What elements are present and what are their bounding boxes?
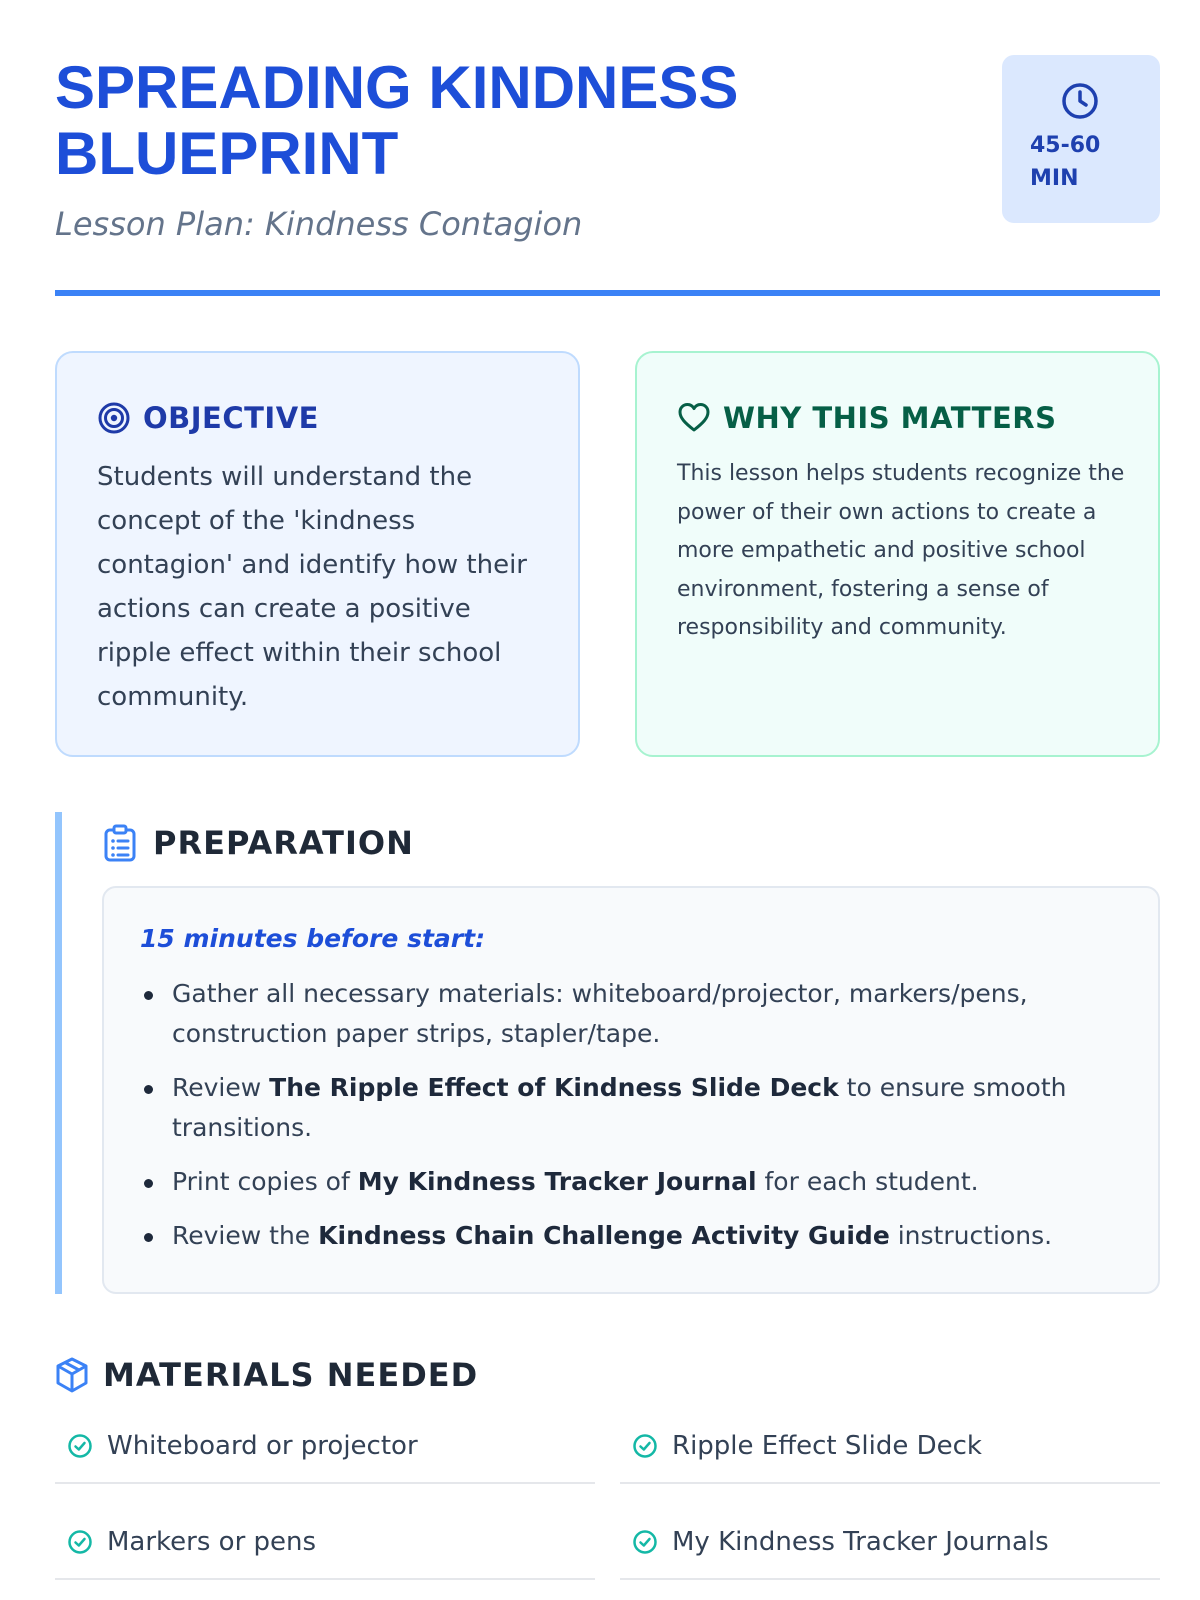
header-divider <box>55 290 1160 296</box>
target-icon <box>97 401 131 435</box>
objective-card <box>55 351 580 757</box>
prep-item-4-pre: Review the <box>172 1221 319 1250</box>
header <box>55 55 1160 295</box>
prep-item-2-post: to ensure smooth transitions. <box>172 1073 1067 1142</box>
why-this-matters-card <box>635 351 1160 757</box>
preparation-box <box>102 886 1160 1294</box>
check-circle-icon <box>632 1433 658 1459</box>
list-item <box>620 1506 1160 1580</box>
title-line-1: SPREADING KINDNESS <box>55 54 739 121</box>
prep-item-3-pre: Print copies of <box>172 1167 358 1196</box>
prep-item-1-text: Gather all necessary materials: whiteboard/projector, markers/pens, construction paper strips, stapler/tape. <box>172 979 1028 1048</box>
preparation-section <box>55 812 1160 1294</box>
material-label: Markers or pens <box>107 1527 317 1557</box>
list-item <box>140 1068 1100 1148</box>
material-label: My Kindness Tracker Journals <box>672 1527 1049 1557</box>
heart-icon <box>677 401 711 435</box>
preparation-timing: 15 minutes before start: <box>140 924 486 953</box>
material-label: Whiteboard or projector <box>107 1431 418 1461</box>
prep-item-2-bold: The Ripple Effect of Kindness Slide Deck <box>269 1073 839 1102</box>
why-text: This lesson helps students recognize the power of their own actions to create a more empathetic and positive school environment, fostering a sense of responsibility and community. <box>677 461 1125 640</box>
check-circle-icon <box>67 1529 93 1555</box>
page-subtitle: Lesson Plan: Kindness Contagion <box>55 205 583 243</box>
material-label: Ripple Effect Slide Deck <box>672 1431 982 1461</box>
objective-text: Students will understand the concept of the 'kindness contagion' and identify how their actions can create a positive ripple effect within their school community. <box>97 462 527 712</box>
prep-item-3-bold: My Kindness Tracker Journal <box>357 1167 757 1196</box>
prep-item-4-post: instructions. <box>889 1221 1053 1250</box>
check-circle-icon <box>632 1529 658 1555</box>
preparation-list <box>140 974 1100 1270</box>
clipboard-icon <box>103 824 137 862</box>
title-line-2: BLUEPRINT <box>55 120 399 187</box>
list-item <box>55 1410 595 1484</box>
page-title <box>55 55 915 187</box>
check-circle-icon <box>67 1433 93 1459</box>
why-title: WHY THIS MATTERS <box>723 401 1057 435</box>
materials-title: MATERIALS NEEDED <box>103 1356 479 1394</box>
list-item <box>140 974 1100 1054</box>
duration-unit: MIN <box>1030 166 1079 191</box>
objective-title: OBJECTIVE <box>143 401 319 435</box>
preparation-heading <box>103 818 414 868</box>
list-item <box>140 1162 1100 1202</box>
duration-badge <box>1002 55 1160 223</box>
prep-item-3-post: for each student. <box>756 1167 979 1196</box>
clock-icon <box>1060 81 1100 121</box>
lesson-plan-page <box>55 0 1160 1600</box>
list-item <box>140 1216 1100 1256</box>
prep-item-2-pre: Review <box>172 1073 270 1102</box>
list-item <box>620 1410 1160 1484</box>
why-heading <box>677 393 1057 443</box>
preparation-title: PREPARATION <box>153 824 414 862</box>
prep-item-4-bold: Kindness Chain Challenge Activity Guide <box>318 1221 890 1250</box>
box-icon <box>55 1356 89 1394</box>
preparation-accent-bar <box>55 812 62 1294</box>
materials-heading <box>55 1350 478 1400</box>
objective-heading <box>97 393 319 443</box>
duration-text <box>1030 129 1150 195</box>
list-item <box>55 1506 595 1580</box>
duration-value: 45-60 <box>1030 133 1101 158</box>
